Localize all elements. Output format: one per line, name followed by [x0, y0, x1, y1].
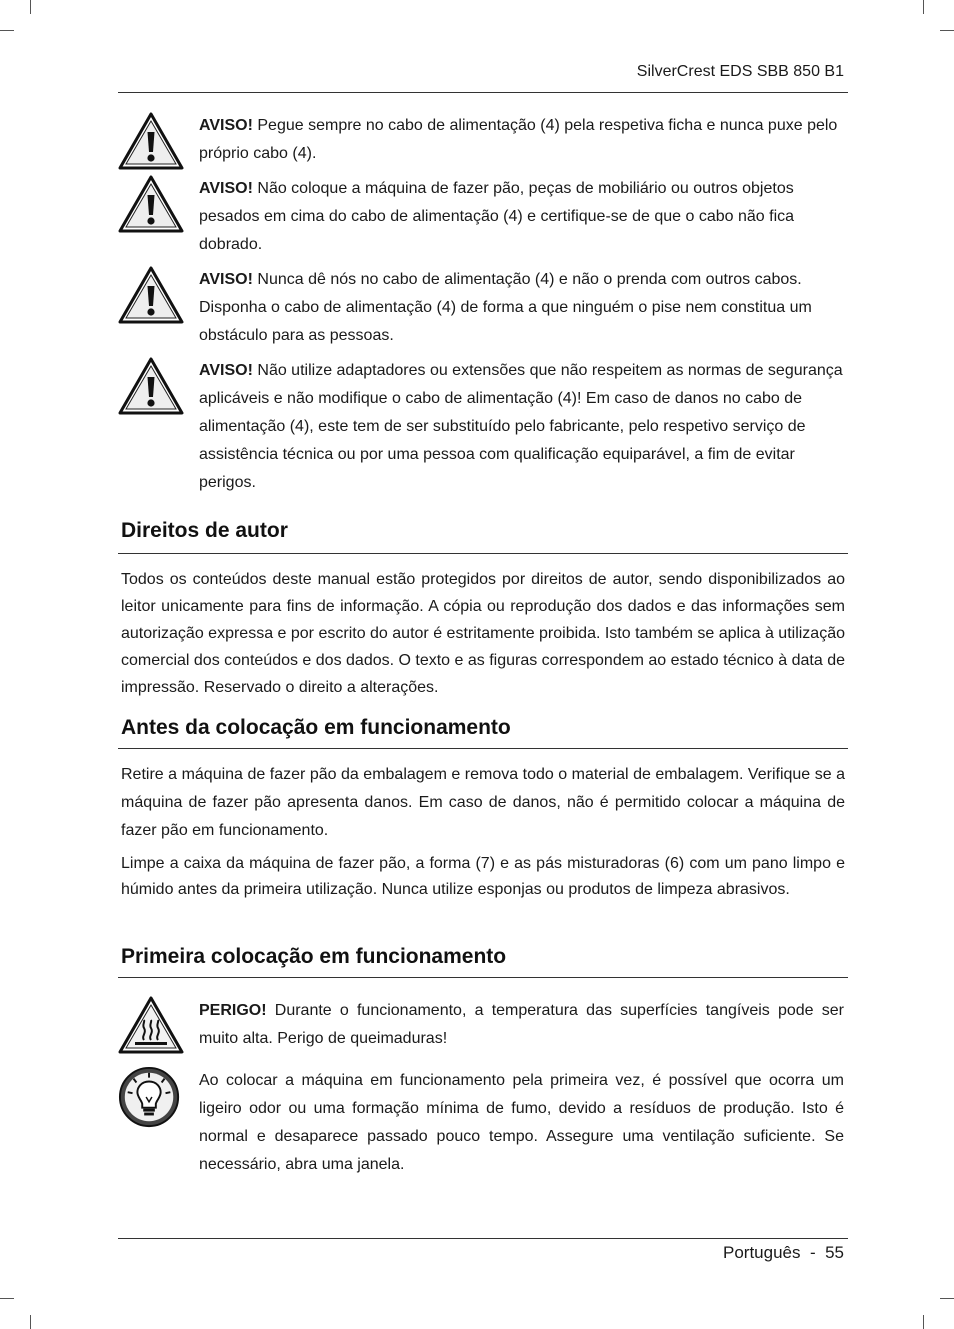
- crop-mark: [923, 0, 924, 14]
- warning-triangle-icon: [118, 266, 184, 324]
- copyright-paragraph: Todos os conteúdos deste manual estão protegidos por direitos de autor, sendo disponibilizados ao leitor unicamente para fins de informação. A cópia ou reprodução dos dados e das informações sem autorização expressa e por escrito do autor é estritamente proibida. Isto também se aplica à utilização comercial dos conteúdos e dos dados. O texto e as figuras correspondem ao estado técnico à data de impressão. Reservado o direito a alterações.: [121, 571, 845, 696]
- warning-body: Nunca dê nós no cabo de alimentação (4) e não o prenda com outros cabos. Disponha o cabo de alimentação (4) de forma a que ninguém o pise nem constitua um obstáculo para as pessoas.: [199, 271, 812, 344]
- danger-body: Durante o funcionamento, a temperatura das superfícies tangíveis pode ser muito alta. Perigo de queimaduras!: [199, 1002, 844, 1047]
- warning-label: AVISO!: [199, 362, 253, 379]
- crop-mark: [30, 0, 31, 14]
- section-rule: [118, 553, 848, 554]
- footer-rule: [118, 1238, 848, 1239]
- section-rule: [118, 748, 848, 749]
- warning-triangle-icon: [118, 112, 184, 170]
- warning-triangle-icon: [118, 357, 184, 415]
- hot-surface-icon: [118, 996, 184, 1054]
- page-footer: [723, 1243, 844, 1263]
- warning-triangle-icon: [118, 175, 184, 233]
- before-use-paragraph-1: Retire a máquina de fazer pão da embalagem e remova todo o material de embalagem. Verifique se a máquina de fazer pão apresenta danos. Em caso de danos, não é permitido colocar a máquina de fazer pão em funcionamento.: [121, 766, 845, 839]
- header-rule: [118, 92, 848, 93]
- lightbulb-tip-icon: [118, 1066, 182, 1130]
- section-heading-copyright: Direitos de autor: [121, 519, 288, 542]
- danger-label: PERIGO!: [199, 1002, 267, 1019]
- page-number: 55: [825, 1243, 844, 1262]
- warning-text: [199, 357, 844, 497]
- crop-mark: [0, 1298, 14, 1299]
- warning-text: [199, 266, 844, 350]
- crop-mark: [30, 1315, 31, 1329]
- crop-mark: [940, 30, 954, 31]
- warning-label: AVISO!: [199, 117, 253, 134]
- warning-text: [199, 112, 844, 168]
- warning-body: Não coloque a máquina de fazer pão, peças de mobiliário ou outros objetos pesados em cima do cabo de alimentação (4) e certifique-se de que o cabo não fica dobrado.: [199, 180, 795, 253]
- warning-body: Não utilize adaptadores ou extensões que não respeitem as normas de segurança aplicáveis e não modifique o cabo de alimentação (4)! Em caso de danos no cabo de alimentação (4), este tem de ser substituído pelo fabricante, pelo respetivo serviço de assistência técnica ou por uma pessoa com qualificação equiparável, a fim de evitar perigos.: [199, 362, 843, 491]
- warning-text: [199, 175, 844, 259]
- crop-mark: [940, 1298, 954, 1299]
- crop-mark: [923, 1315, 924, 1329]
- before-use-paragraph-2: Limpe a caixa da máquina de fazer pão, a forma (7) e as pás misturadoras (6) com um pano limpo e húmido antes da primeira utilização. Nunca utilize esponjas ou produtos de limpeza abrasivos.: [121, 855, 845, 898]
- section-heading-before-use: Antes da colocação em funcionamento: [121, 716, 511, 739]
- danger-text: [199, 997, 844, 1053]
- warning-label: AVISO!: [199, 271, 253, 288]
- document-header-title: SilverCrest EDS SBB 850 B1: [636, 63, 844, 80]
- warning-label: AVISO!: [199, 180, 253, 197]
- warning-body: Pegue sempre no cabo de alimentação (4) pela respetiva ficha e nunca puxe pelo próprio cabo (4).: [199, 117, 838, 162]
- footer-language: Português: [723, 1243, 801, 1262]
- section-rule: [118, 977, 848, 978]
- crop-mark: [0, 30, 14, 31]
- footer-separator: -: [809, 1243, 816, 1262]
- tip-text: Ao colocar a máquina em funcionamento pela primeira vez, é possível que ocorra um ligeiro odor ou uma formação mínima de fumo, devido a resíduos de produção. Isto é normal e desaparece passado pouco tempo. Assegure uma ventilação suficiente. Se necessário, abra uma janela.: [199, 1072, 844, 1173]
- section-heading-first-use: Primeira colocação em funcionamento: [121, 945, 507, 968]
